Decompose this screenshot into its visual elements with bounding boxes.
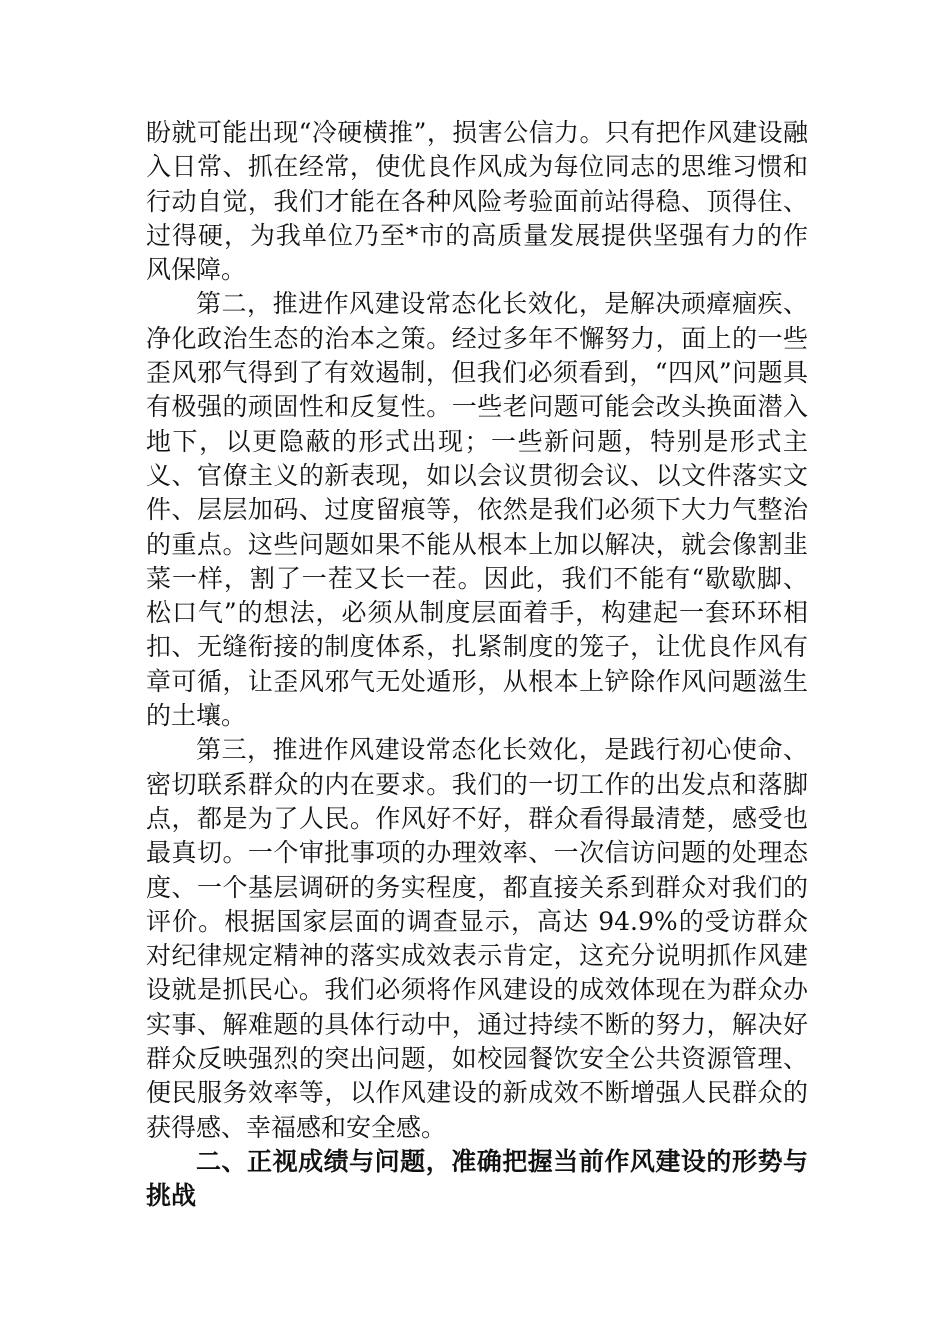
- section-heading: 二、正视成绩与问题，准确把握当前作风建设的形势与挑战: [146, 1146, 808, 1211]
- paragraph-third-point: 第三，推进作风建设常态化长效化，是践行初心使命、密切联系群众的内在要求。我们的一切工作的出发点和落脚点，都是为了人民。作风好不好，群众看得最清楚，感受也最真切。一个审批事项的办理效率、一次信访问题的处理态度、一个基层调研的务实程度，都直接关系到群众对我们的评价。根据国家层面的调查显示，高达 94.9%的受访群众对纪律规定精神的落实成效表示肯定，这充分说明抓作风建设就是抓民心。我们必须将作风建设的成效体现在为群众办实事、解难题的具体行动中，通过持续不断的努力，解决好群众反映强烈的突出问题，如校园餐饮安全公共资源管理、便民服务效率等，以作风建设的新成效不断增强人民群众的获得感、幸福感和安全感。: [146, 735, 808, 1142]
- paragraph-second-point: 第二，推进作风建设常态化长效化，是解决顽瘴痼疾、净化政治生态的治本之策。经过多年不懈努力，面上的一些歪风邪气得到了有效遏制，但我们必须看到，“四风”问题具有极强的顽固性和反复性。一些老问题可能会改头换面潜入地下，以更隐蔽的形式出现；一些新问题，特别是形式主义、官僚主义的新表现，如以会议贯彻会议、以文件落实文件、层层加码、过度留痕等，依然是我们必须下大力气整治的重点。这些问题如果不能从根本上加以解决，就会像割韭菜一样，割了一茬又长一茬。因此，我们不能有“歇歇脚、松口气”的想法，必须从制度层面着手，构建起一套环环相扣、无缝衔接的制度体系，扎紧制度的笼子，让优良作风有章可循，让歪风邪气无处遁形，从根本上铲除作风问题滋生的土壤。: [146, 289, 808, 731]
- document-body: [146, 116, 808, 1214]
- paragraph-continuation: 盼就可能出现“冷硬横推”，损害公信力。只有把作风建设融入日常、抓在经常，使优良作风成为每位同志的思维习惯和行动自觉，我们才能在各种风险考验面前站得稳、顶得住、过得硬，为我单位乃至*市的高质量发展提供坚强有力的作风保障。: [146, 118, 808, 285]
